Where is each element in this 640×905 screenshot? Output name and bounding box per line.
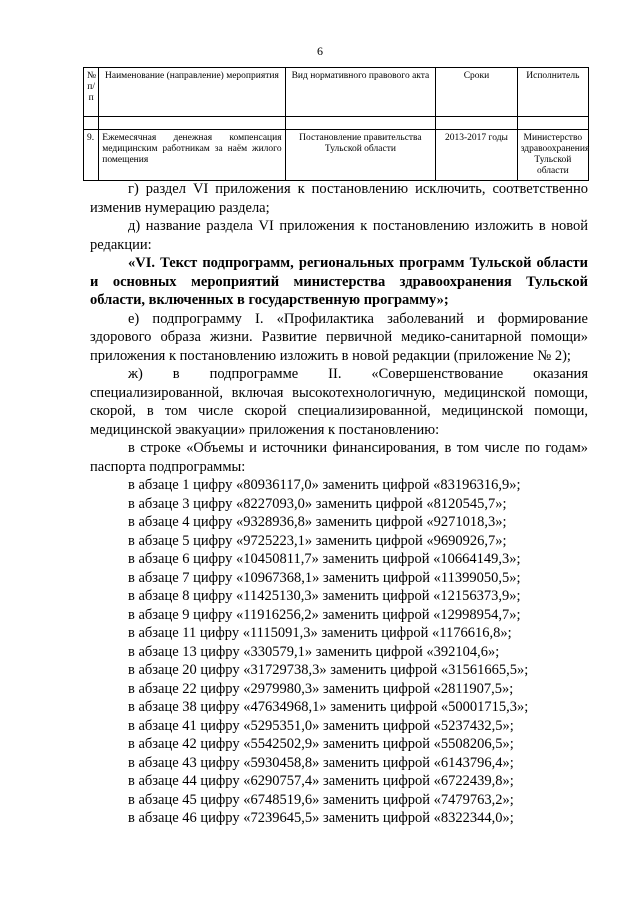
section-title-quote: «VI. Текст подпрограмм, региональных программ Тульской области и основных мероприятий министерства здравоохранения Тульской области, включенных в государственную программу»; bbox=[90, 255, 588, 308]
amendments-list bbox=[90, 476, 588, 828]
list-item: в абзаце 43 цифру «5930458,8» заменить цифрой «6143796,4»; bbox=[128, 754, 514, 771]
paragraph-zh: ж) в подпрограмме II. «Совершенствование оказания специализированной, включая высокотехнологичную, медицинской помощи, скорой, в том числе скорой специализированной, медицинской помощи, медицинской эвакуации» приложения к постановлению: bbox=[90, 366, 588, 438]
list-item: в абзаце 22 цифру «2979980,3» заменить цифрой «2811907,5»; bbox=[128, 680, 514, 697]
list-item: в абзаце 8 цифру «11425130,3» заменить цифрой «12156373,9»; bbox=[128, 588, 521, 604]
list-item: в абзаце 7 цифру «10967368,1» заменить цифрой «11399050,5»; bbox=[128, 569, 521, 586]
list-item: в абзаце 42 цифру «5542502,9» заменить цифрой «5508206,5»; bbox=[128, 736, 514, 752]
cell-executor: Министерство здравоохранения Тульской области bbox=[517, 130, 588, 181]
header-term: Сроки bbox=[436, 68, 517, 117]
list-item: в абзаце 20 цифру «31729738,3» заменить цифрой «31561665,5»; bbox=[128, 662, 529, 678]
cell-doc-type: Постановление правительства Тульской области bbox=[285, 130, 436, 181]
gap-cell bbox=[436, 117, 517, 130]
page-number: 6 bbox=[317, 44, 323, 58]
list-item: в абзаце 6 цифру «10450811,7» заменить цифрой «10664149,3»; bbox=[128, 551, 521, 567]
list-item: в абзаце 11 цифру «1115091,3» заменить цифрой «1176616,8»; bbox=[128, 625, 512, 641]
list-item: в абзаце 41 цифру «5295351,0» заменить цифрой «5237432,5»; bbox=[128, 717, 514, 734]
header-num: № п/п bbox=[84, 68, 99, 117]
list-item: в абзаце 5 цифру «9725223,1» заменить цифрой «9690926,7»; bbox=[128, 532, 507, 549]
list-item: в абзаце 38 цифру «47634968,1» заменить цифрой «50001715,3»; bbox=[128, 699, 529, 715]
gap-cell bbox=[99, 117, 285, 130]
cell-name: Ежемесячная денежная компенсация медицинским работникам за наём жилого помещения bbox=[99, 130, 285, 181]
list-item: в абзаце 9 цифру «11916256,2» заменить цифрой «12998954,7»; bbox=[128, 606, 521, 623]
gap-cell bbox=[285, 117, 436, 130]
cell-num: 9. bbox=[84, 130, 99, 181]
list-item: в абзаце 46 цифру «7239645,5» заменить цифрой «8322344,0»; bbox=[128, 810, 514, 826]
table-header-row bbox=[84, 68, 589, 117]
document-body bbox=[90, 180, 588, 828]
table-gap-row bbox=[84, 117, 589, 130]
paragraph-g: г) раздел VI приложения к постановлению исключить, соответственно изменив нумерацию раздела; bbox=[90, 181, 588, 216]
measures-table bbox=[83, 67, 589, 181]
list-item: в абзаце 4 цифру «9328936,8» заменить цифрой «9271018,3»; bbox=[128, 514, 507, 530]
paragraph-d: д) название раздела VI приложения к постановлению изложить в новой редакции: bbox=[90, 218, 588, 253]
list-item: в абзаце 3 цифру «8227093,0» заменить цифрой «8120545,7»; bbox=[128, 495, 507, 512]
list-item: в абзаце 13 цифру «330579,1» заменить цифрой «392104,6»; bbox=[128, 643, 500, 660]
header-name: Наименование (направление) мероприятия bbox=[99, 68, 285, 117]
list-item: в абзаце 45 цифру «6748519,6» заменить цифрой «7479763,2»; bbox=[128, 791, 514, 808]
list-item: в абзаце 1 цифру «80936117,0» заменить цифрой «83196316,9»; bbox=[128, 477, 521, 493]
header-doc-type: Вид нормативного правового акта bbox=[285, 68, 436, 117]
cell-term: 2013-2017 годы bbox=[436, 130, 517, 181]
table-row bbox=[84, 130, 589, 181]
header-executor: Исполнитель bbox=[517, 68, 588, 117]
gap-cell bbox=[517, 117, 588, 130]
gap-cell bbox=[84, 117, 99, 130]
paragraph-line: в строке «Объемы и источники финансирования, в том числе по годам» паспорта подпрограммы: bbox=[90, 440, 588, 475]
paragraph-e: е) подпрограмму I. «Профилактика заболеваний и формирование здорового образа жизни. Развитие первичной медико-санитарной помощи» приложения к постановлению изложить в новой редакции (приложение № 2); bbox=[90, 310, 588, 364]
list-item: в абзаце 44 цифру «6290757,4» заменить цифрой «6722439,8»; bbox=[128, 773, 514, 789]
